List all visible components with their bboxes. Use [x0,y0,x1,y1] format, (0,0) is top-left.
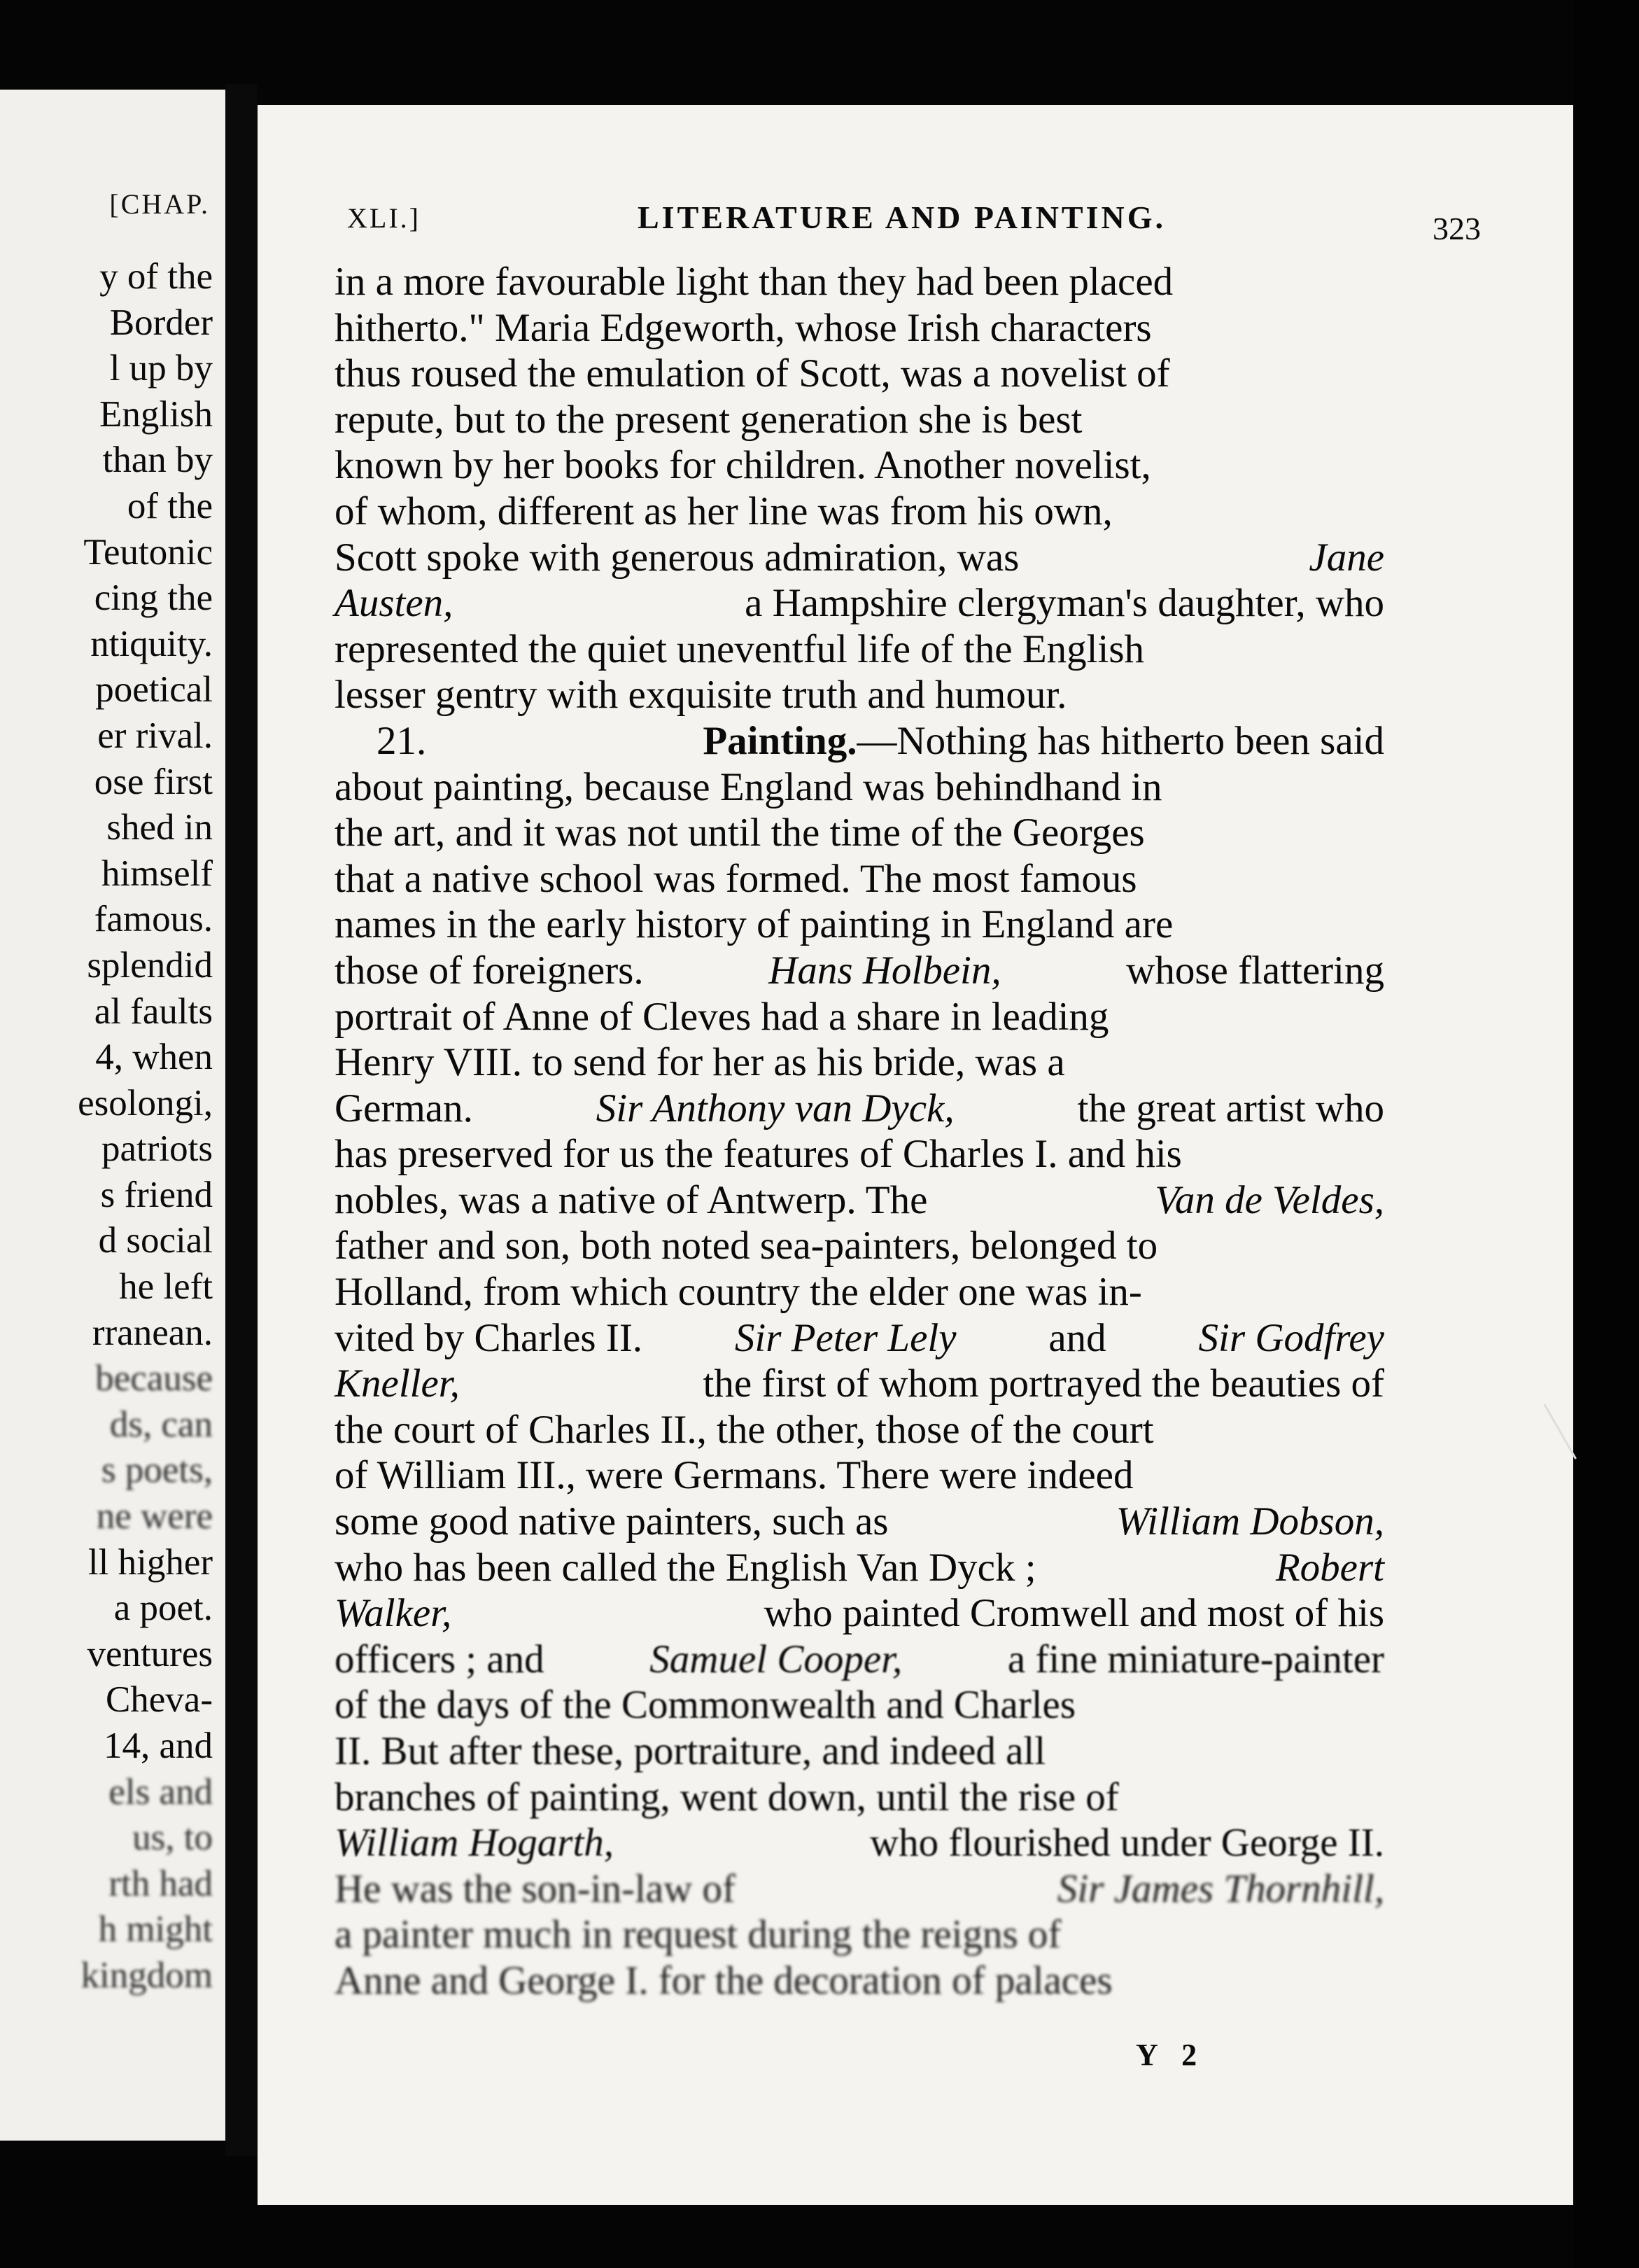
name-italic: Walker, [335,1591,452,1636]
text-line [335,948,1384,994]
text-line: repute, but to the present generation she is best [335,397,1083,442]
text-line [335,1820,1384,1866]
facing-line: 14, and [103,1726,213,1766]
text-line: that a native school was formed. The most famous [335,856,1137,901]
text-line: known by her books for children. Another novelist, [335,443,1151,488]
text-line [335,580,1384,626]
text-run: and [1048,1315,1106,1360]
text-line [335,1590,1384,1637]
facing-line: of the [127,485,213,526]
running-head [347,202,1481,251]
text-run: who painted Cromwell and most of his [764,1591,1384,1636]
text-line: branches of painting, went down, until the rise of [335,1774,1119,1819]
text-run: a Hampshire clergyman's daughter, who [745,581,1384,626]
text-run: He was the son-in-law of [335,1866,736,1911]
name-italic: Samuel Cooper, [649,1637,903,1681]
facing-line: splendid [87,944,213,986]
text-line: names in the early history of painting in England are [335,902,1174,947]
page-body [335,259,1384,2004]
facing-line: ose first [94,761,213,802]
text-line: the court of Charles II., the other, those of the court [335,1407,1154,1452]
text-line: Holland, from which country the elder one was in- [335,1270,1142,1315]
text-line: hitherto." Maria Edgeworth, whose Irish characters [335,305,1152,350]
text-run: whose flattering [1126,948,1384,993]
name-italic: Jane [1309,535,1384,580]
book-gutter [225,84,257,2156]
facing-line: ntiquity. [90,623,213,664]
text-line: in a more favourable light than they had been placed [335,260,1174,304]
name-italic: Van de Veldes, [1155,1177,1384,1222]
text-line: thus roused the emulation of Scott, was a novelist of [335,351,1170,396]
facing-line: ventures [87,1633,213,1674]
text-line [335,1177,1384,1224]
facing-line: esolongi, [78,1082,213,1124]
text-line: the art, and it was not until the time of the Georges [335,811,1145,855]
chapter-number: XLI.] [347,202,421,234]
text-line: father and son, both noted sea-painters, belonged to [335,1224,1158,1268]
name-italic: William Hogarth, [335,1821,614,1865]
facing-line: himself [101,853,213,894]
facing-line: y of the [99,256,213,297]
section-heading-line [335,718,1384,764]
name-italic: Sir Peter Lely [734,1315,957,1360]
facing-line: al faults [94,990,213,1032]
text-line: has preserved for us the features of Charles I. and his [335,1132,1182,1177]
text-line: Henry VIII. to send for her as his bride, was a [335,1040,1065,1085]
facing-page-left [0,90,232,2141]
facing-line: ll higher [87,1541,213,1583]
text-line: Anne and George I. for the decoration of palaces [335,1958,1113,2003]
facing-line: 4, when [95,1037,213,1078]
facing-line: Cheva- [105,1679,213,1721]
facing-line: s poets, [101,1450,213,1491]
name-italic: Sir Anthony van Dyck, [596,1086,955,1130]
section-heading-run [703,718,1384,764]
facing-line: rth had [108,1863,213,1904]
facing-page-header: [CHAP. [109,188,210,220]
facing-line: English [99,393,213,435]
text-run: nobles, was a native of Antwerp. The [335,1177,928,1222]
facing-line: famous. [94,899,213,940]
text-line: of the days of the Commonwealth and Charles [335,1683,1076,1728]
text-run: those of foreigners. [335,948,644,993]
text-run: German. [335,1086,473,1130]
facing-line: cing the [94,578,213,619]
book-page [258,105,1573,2205]
facing-line: because [95,1358,213,1399]
facing-page-text [78,254,213,1999]
facing-line: shed in [106,807,213,848]
text-run: who flourished under George II. [870,1821,1384,1865]
text-run: who has been called the English Van Dyck ; [335,1545,1036,1590]
section-heading: Painting. [703,718,857,763]
text-run: Scott spoke with generous admiration, was [335,535,1020,580]
name-italic: Sir Godfrey [1198,1315,1384,1360]
text-line [335,1545,1384,1591]
name-italic: Robert [1275,1545,1384,1590]
facing-line: poetical [95,669,213,710]
facing-line: patriots [101,1128,213,1170]
name-italic: Austen, [335,581,453,626]
facing-line: Border [109,302,213,343]
facing-line: than by [102,440,213,481]
signature-mark: Y 2 [1136,2038,1206,2072]
facing-line: rranean. [92,1312,213,1353]
text-line [335,1637,1384,1683]
facing-line: he left [119,1266,213,1308]
text-run: vited by Charles II. [335,1315,643,1360]
text-line: of William III., were Germans. There were indeed [335,1453,1134,1498]
text-run: the first of whom portrayed the beauties of [703,1362,1384,1406]
facing-line: Teutonic [83,531,213,573]
text-line: a painter much in request during the reigns of [335,1912,1062,1957]
text-run: officers ; and [335,1637,544,1681]
text-line [335,1086,1384,1132]
text-run: some good native painters, such as [335,1499,889,1544]
facing-line: ne were [96,1496,213,1537]
text-run: a fine miniature-painter [1007,1637,1384,1681]
text-line [335,1866,1384,1912]
text-run: —Nothing has hitherto been said [857,718,1384,763]
text-line: portrait of Anne of Cleves had a share in leading [335,994,1109,1039]
text-line: of whom, different as her line was from his own, [335,489,1113,533]
text-line [335,535,1384,581]
facing-line: er rival. [97,715,213,756]
name-italic: Kneller, [335,1362,460,1406]
text-line [335,1499,1384,1545]
text-line [335,1361,1384,1407]
text-line: represented the quiet uneventful life of the English [335,626,1145,671]
facing-line: us, to [132,1817,213,1858]
name-italic: Sir James Thornhill, [1057,1866,1384,1911]
facing-line: l up by [109,348,213,389]
text-run: the great artist who [1077,1086,1384,1130]
text-line: II. But after these, portraiture, and indeed all [335,1729,1046,1773]
facing-line: kingdom [80,1954,213,1996]
page-number: 323 [1433,211,1481,246]
text-line: about painting, because England was behindhand in [335,764,1162,809]
scan-border [1573,0,1639,2268]
name-italic: William Dobson, [1116,1499,1384,1544]
facing-line: ds, can [109,1404,213,1445]
facing-line: els and [108,1771,213,1812]
facing-line: h might [98,1909,213,1950]
facing-line: s friend [100,1174,213,1215]
facing-line: a poet. [113,1588,213,1629]
name-italic: Hans Holbein, [768,948,1001,993]
running-title: LITERATURE AND PAINTING. [638,200,1167,235]
text-line: lesser gentry with exquisite truth and humour. [335,673,1067,718]
section-number: 21. [377,718,427,763]
text-line [335,1315,1384,1362]
facing-line: d social [98,1220,213,1261]
